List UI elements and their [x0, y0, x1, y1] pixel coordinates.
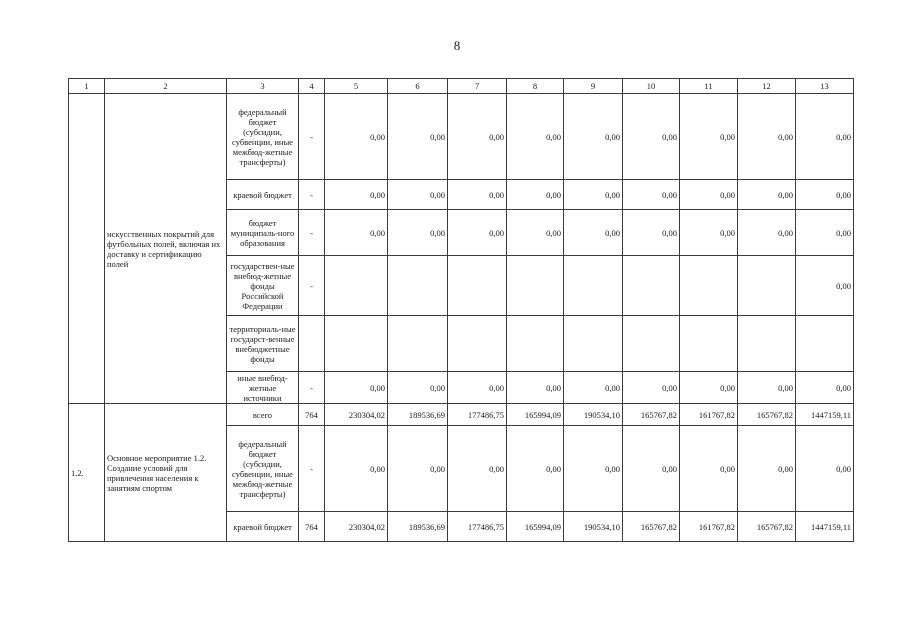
column-number-9: 9 — [564, 79, 623, 94]
funding-source: всего — [227, 404, 299, 426]
amount-cell: 0,00 — [738, 210, 796, 256]
amount-cell: 0,00 — [680, 210, 738, 256]
budget-code: - — [299, 256, 325, 316]
amount-cell — [680, 316, 738, 372]
amount-cell: 1447159,11 — [796, 404, 854, 426]
amount-cell: 165767,82 — [738, 404, 796, 426]
amount-cell: 0,00 — [796, 256, 854, 316]
column-number-13: 13 — [796, 79, 854, 94]
measure-name: Основное мероприятие 1.2. Создание условий для привлечения населения к занятиям спортом — [105, 404, 227, 542]
amount-cell — [564, 256, 623, 316]
budget-code: - — [299, 210, 325, 256]
row-index: 1.2. — [69, 404, 105, 542]
budget-code: - — [299, 372, 325, 404]
amount-cell — [680, 256, 738, 316]
amount-cell: 189536,69 — [388, 512, 448, 542]
amount-cell — [448, 256, 507, 316]
amount-cell: 0,00 — [564, 372, 623, 404]
amount-cell: 165767,82 — [623, 512, 680, 542]
amount-cell: 0,00 — [448, 426, 507, 512]
amount-cell: 190534,10 — [564, 404, 623, 426]
amount-cell: 161767,82 — [680, 512, 738, 542]
amount-cell — [564, 316, 623, 372]
funding-source: краевой бюджет — [227, 180, 299, 210]
amount-cell: 0,00 — [796, 94, 854, 180]
funding-source: иные внебюд-жетные источники — [227, 372, 299, 404]
amount-cell — [738, 256, 796, 316]
column-number-1: 1 — [69, 79, 105, 94]
column-number-12: 12 — [738, 79, 796, 94]
amount-cell: 0,00 — [738, 426, 796, 512]
amount-cell: 0,00 — [623, 94, 680, 180]
header-row — [69, 79, 854, 94]
column-number-7: 7 — [448, 79, 507, 94]
column-number-10: 10 — [623, 79, 680, 94]
measure-name: искусственных покрытий для футбольных полей, включая их доставку и сертификацию полей — [105, 94, 227, 404]
amount-cell: 0,00 — [564, 94, 623, 180]
amount-cell — [388, 316, 448, 372]
amount-cell: 0,00 — [388, 94, 448, 180]
amount-cell: 0,00 — [738, 372, 796, 404]
column-number-6: 6 — [388, 79, 448, 94]
amount-cell: 0,00 — [564, 180, 623, 210]
column-number-11: 11 — [680, 79, 738, 94]
amount-cell: 0,00 — [388, 372, 448, 404]
column-number-4: 4 — [299, 79, 325, 94]
amount-cell: 0,00 — [796, 426, 854, 512]
amount-cell — [325, 256, 388, 316]
amount-cell: 165767,82 — [738, 512, 796, 542]
amount-cell: 0,00 — [507, 210, 564, 256]
amount-cell: 0,00 — [325, 372, 388, 404]
amount-cell: 0,00 — [388, 210, 448, 256]
column-number-3: 3 — [227, 79, 299, 94]
amount-cell: 161767,82 — [680, 404, 738, 426]
funding-source: федеральный бюджет (субсидии, субвенции, иные межбюд-жетные трансферты) — [227, 426, 299, 512]
amount-cell — [796, 316, 854, 372]
column-number-8: 8 — [507, 79, 564, 94]
amount-cell: 0,00 — [448, 180, 507, 210]
column-number-2: 2 — [105, 79, 227, 94]
amount-cell: 0,00 — [796, 210, 854, 256]
amount-cell — [738, 316, 796, 372]
amount-cell: 0,00 — [623, 210, 680, 256]
amount-cell: 0,00 — [507, 180, 564, 210]
amount-cell: 190534,10 — [564, 512, 623, 542]
amount-cell: 0,00 — [564, 426, 623, 512]
amount-cell: 0,00 — [564, 210, 623, 256]
amount-cell — [325, 316, 388, 372]
amount-cell — [507, 316, 564, 372]
amount-cell: 1447159,11 — [796, 512, 854, 542]
amount-cell: 230304,02 — [325, 404, 388, 426]
amount-cell: 0,00 — [448, 94, 507, 180]
budget-code — [299, 316, 325, 372]
budget-code: - — [299, 426, 325, 512]
amount-cell: 0,00 — [680, 426, 738, 512]
funding-source: государствен-ные внебюд-жетные фонды Российской Федерации — [227, 256, 299, 316]
amount-cell: 0,00 — [388, 180, 448, 210]
amount-cell: 0,00 — [623, 426, 680, 512]
amount-cell: 0,00 — [623, 372, 680, 404]
table-row — [69, 404, 854, 426]
table-row — [69, 94, 854, 180]
amount-cell: 165994,09 — [507, 512, 564, 542]
amount-cell: 0,00 — [325, 426, 388, 512]
amount-cell: 165994,09 — [507, 404, 564, 426]
amount-cell: 0,00 — [680, 94, 738, 180]
amount-cell: 0,00 — [448, 372, 507, 404]
amount-cell: 165767,82 — [623, 404, 680, 426]
amount-cell — [448, 316, 507, 372]
amount-cell — [388, 256, 448, 316]
amount-cell: 0,00 — [325, 180, 388, 210]
amount-cell: 0,00 — [388, 426, 448, 512]
budget-code: - — [299, 94, 325, 180]
amount-cell: 230304,02 — [325, 512, 388, 542]
amount-cell: 0,00 — [623, 180, 680, 210]
amount-cell — [623, 256, 680, 316]
row-index — [69, 94, 105, 404]
funding-source: федеральный бюджет (субсидии, субвенции, иные межбюд-жетные трансферты) — [227, 94, 299, 180]
amount-cell: 0,00 — [507, 426, 564, 512]
amount-cell: 0,00 — [507, 372, 564, 404]
budget-table — [68, 78, 854, 542]
budget-code: 764 — [299, 404, 325, 426]
amount-cell: 0,00 — [738, 180, 796, 210]
amount-cell: 0,00 — [738, 94, 796, 180]
funding-source: бюджет муниципаль-ного образования — [227, 210, 299, 256]
funding-source: территориаль-ные государст-венные внебюджетные фонды — [227, 316, 299, 372]
amount-cell: 0,00 — [325, 94, 388, 180]
amount-cell — [507, 256, 564, 316]
amount-cell: 0,00 — [796, 180, 854, 210]
amount-cell: 0,00 — [680, 180, 738, 210]
amount-cell: 0,00 — [680, 372, 738, 404]
funding-source: краевой бюджет — [227, 512, 299, 542]
amount-cell: 189536,69 — [388, 404, 448, 426]
page-number: 8 — [453, 38, 461, 53]
amount-cell: 0,00 — [796, 372, 854, 404]
amount-cell: 0,00 — [448, 210, 507, 256]
budget-code: 764 — [299, 512, 325, 542]
amount-cell: 0,00 — [325, 210, 388, 256]
amount-cell — [623, 316, 680, 372]
amount-cell: 177486,75 — [448, 512, 507, 542]
budget-code: - — [299, 180, 325, 210]
amount-cell: 177486,75 — [448, 404, 507, 426]
amount-cell: 0,00 — [507, 94, 564, 180]
column-number-5: 5 — [325, 79, 388, 94]
